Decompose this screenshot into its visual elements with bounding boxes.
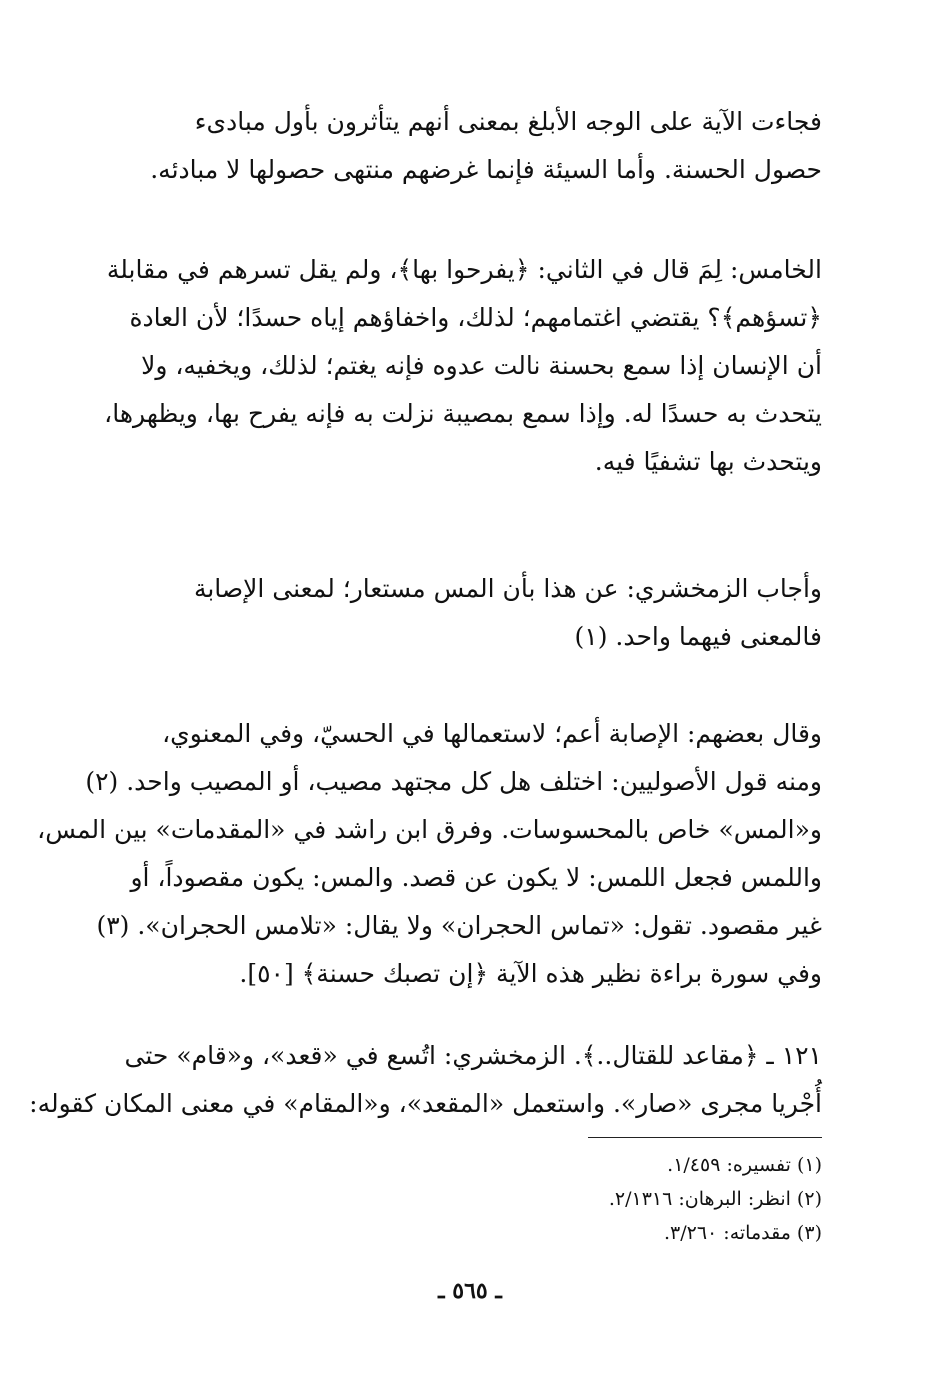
text-line: ومنه قول الأصوليين: اختلف هل كل مجتهد مصيب، أو المصيب واحد. (٢) [85,767,822,796]
paragraph-2 [104,246,822,486]
footnote-3: (٣) مقدماته: ٣/٢٦٠. [663,1222,822,1244]
paragraph-5 [29,1032,822,1128]
text-line: فجاءت الآية على الوجه الأبلغ بمعنى أنهم يتأثرون بأول مبادىء [194,107,822,136]
text-line: أُجْريا مجرى «صار». واستعمل «المقعد»، و«المقام» في معنى المكان كقوله: [29,1089,822,1118]
footnote-1: (١) تفسيره: ١/٤٥٩. [667,1154,822,1176]
text-line: ١٢١ ـ ﴿مقاعد للقتال..﴾. الزمخشري: اتُسع في «قعد»، و«قام» حتى [124,1041,822,1070]
text-line: و«المس» خاص بالمحسوسات. وفرق ابن راشد في «المقدمات» بين المس، [37,815,822,844]
text-line: غير مقصود. تقول: «تماس الحجران» ولا يقال: «تلامس الحجران». (٣) [96,911,822,940]
text-line: وقال بعضهم: الإصابة أعم؛ لاستعمالها في الحسيّ، وفي المعنوي، [162,719,822,748]
text-line: ﴿تسؤهم﴾؟ يقتضي اغتمامهم؛ لذلك، واخفاؤهم إياه حسدًا؛ لأن العادة [129,303,822,332]
text-line: وفي سورة براءة نظير هذه الآية ﴿إن تصبك حسنة﴾ [٥٠]. [239,959,822,988]
text-line: حصول الحسنة. وأما السيئة فإنما غرضهم منتهى حصولها لا مبادئه. [150,155,822,184]
paragraph-4 [37,710,822,998]
text-line: واللمس فجعل اللمس: لا يكون عن قصد. والمس: يكون مقصوداً، أو [130,863,822,892]
text-line: أن الإنسان إذا سمع بحسنة نالت عدوه فإنه يغتم؛ لذلك، ويخفيه، ولا [141,351,822,380]
text-line: الخامس: لِمَ قال في الثاني: ﴿يفرحوا بها﴾، ولم يقل تسرهم في مقابلة [106,255,822,284]
footnote-2: (٢) انظر: البرهان: ٢/١٣١٦. [608,1188,822,1210]
text-line: وأجاب الزمخشري: عن هذا بأن المس مستعار؛ لمعنى الإصابة [193,574,822,603]
page-number: ـ ٥٦٥ ـ [438,1278,502,1304]
paragraph-1 [110,98,822,194]
footnote-divider [588,1137,822,1138]
paragraph-3 [110,565,822,661]
text-line: ويتحدث بها تشفيًا فيه. [594,447,822,476]
text-line: يتحدث به حسدًا له. وإذا سمع بمصيبة نزلت به فإنه يفرح بها، ويظهرها، [104,399,822,428]
footnotes [450,1148,822,1250]
text-line: فالمعنى فيهما واحد. (١) [574,622,822,651]
